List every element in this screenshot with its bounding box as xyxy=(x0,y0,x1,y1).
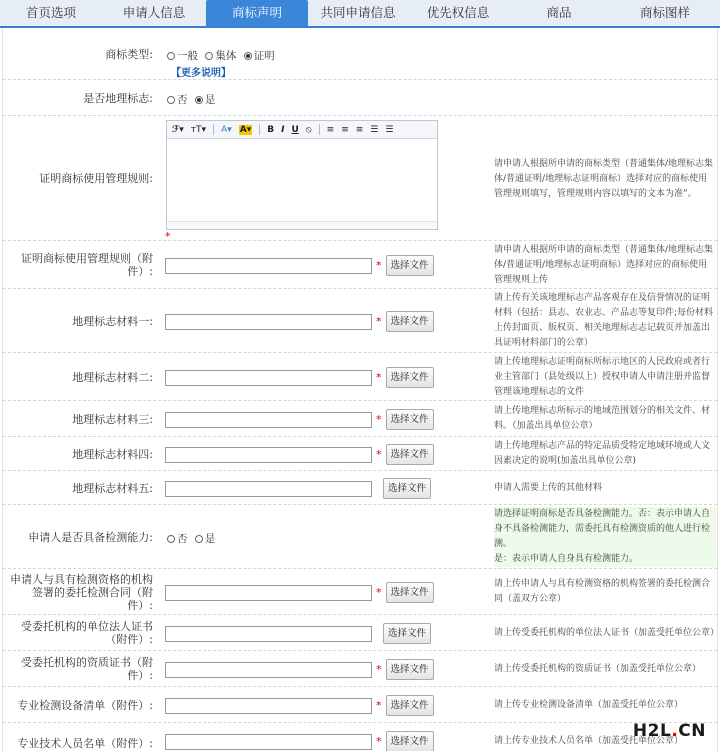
geo-material-5-control xyxy=(165,478,431,499)
radio-certification-label: 证明 xyxy=(253,50,275,62)
watermark-text-b: CN xyxy=(678,721,706,741)
row-geo-material-1 xyxy=(3,289,717,353)
tab-bar xyxy=(0,0,720,28)
row-legal-certificate xyxy=(3,615,720,651)
row-geo-material-5 xyxy=(3,471,717,505)
declaration-form xyxy=(2,28,718,751)
choose-file-button[interactable]: 选择文件 xyxy=(386,409,434,430)
tab-priority[interactable]: 优先权信息 xyxy=(426,5,490,20)
trademark-type-radios xyxy=(163,48,275,63)
row-equipment-list xyxy=(3,687,717,723)
unordered-list-icon[interactable]: ☰ xyxy=(385,124,394,135)
bold-icon[interactable]: B xyxy=(267,124,275,135)
required-mark: * xyxy=(376,735,382,748)
geo-material-4-control xyxy=(165,444,434,465)
watermark-dot: . xyxy=(671,721,679,741)
geo-material-3-control xyxy=(165,409,434,430)
radio-general[interactable] xyxy=(167,52,175,60)
test-contract-hint: 请上传申请人与具有检测资格的机构签署的委托检测合同（盖双方公章） xyxy=(494,579,711,604)
required-mark: * xyxy=(376,448,382,461)
geo-material-4-label: 地理标志材料四: xyxy=(72,447,153,461)
row-rules-attachment xyxy=(3,241,717,289)
geo-material-1-label: 地理标志材料一: xyxy=(72,314,153,328)
choose-file-button[interactable]: 选择文件 xyxy=(386,659,434,680)
radio-geo-yes-label: 是 xyxy=(204,94,216,106)
trademark-type-label: 商标类型: xyxy=(105,47,153,61)
qualification-certificate-hint: 请上传受委托机构的资质证书（加盖受托单位公章） xyxy=(494,663,702,674)
geo-material-2-input[interactable] xyxy=(165,370,372,386)
choose-file-button[interactable]: 选择文件 xyxy=(386,311,434,332)
font-size-icon[interactable]: ᴛT▾ xyxy=(190,124,207,135)
geo-material-5-hint: 申请人需要上传的其他材料 xyxy=(494,482,603,493)
geo-mark-radios xyxy=(163,92,215,107)
row-test-contract xyxy=(3,569,717,615)
align-left-icon[interactable]: ≡ xyxy=(326,124,335,135)
tab-joint-applicant[interactable]: 共同申请信息 xyxy=(320,5,396,20)
geo-material-2-label: 地理标志材料二: xyxy=(72,370,153,384)
test-ability-label: 申请人是否具备检测能力: xyxy=(28,530,153,544)
test-ability-radios xyxy=(163,531,215,546)
radio-test-no-label: 否 xyxy=(177,533,188,545)
toolbar-divider xyxy=(259,124,260,135)
staff-list-hint: 请上传专业技术人员名单（加盖受托单位公章） xyxy=(494,735,684,746)
choose-file-button[interactable]: 选择文件 xyxy=(386,731,434,751)
test-ability-hint: 请选择证明商标是否具备检测能力。否：表示申请人自身不具备检测能力，需委托具有检测资质的他人进行检测。 是：表示申请人自身具有检测能力。 xyxy=(494,507,716,567)
editor-toolbar xyxy=(167,121,437,139)
required-mark: * xyxy=(376,663,382,676)
required-mark: * xyxy=(376,371,382,384)
highlight-color-icon[interactable]: A▾ xyxy=(239,124,252,135)
site-watermark xyxy=(633,721,706,741)
qualification-certificate-control xyxy=(165,659,434,680)
radio-geo-no-label: 否 xyxy=(177,94,188,106)
rich-text-editor xyxy=(166,120,438,230)
equipment-list-input[interactable] xyxy=(165,698,372,714)
clear-format-icon[interactable]: ⦸ xyxy=(305,124,312,135)
toolbar-divider xyxy=(213,124,214,135)
geo-material-1-input[interactable] xyxy=(165,314,372,330)
radio-test-no[interactable] xyxy=(167,535,175,543)
required-mark: * xyxy=(376,315,382,328)
rules-attachment-control xyxy=(165,255,434,276)
underline-icon[interactable]: U xyxy=(291,124,299,135)
rules-attachment-hint: 请申请人根据所申请的商标类型（普通集体/地理标志集体/普通证明/地理标志证明商标）选择对应的商标使用管理规则上传 xyxy=(494,244,714,285)
watermark-text-a: H2L xyxy=(632,721,672,741)
equipment-list-label: 专业检测设备清单（附件）: xyxy=(17,698,153,712)
row-geo-mark xyxy=(3,80,717,116)
equipment-list-hint: 请上传专业检测设备清单（加盖受托单位公章） xyxy=(494,699,684,710)
row-qualification-certificate xyxy=(3,651,717,687)
geo-material-5-label: 地理标志材料五: xyxy=(72,481,153,495)
font-family-icon[interactable]: ℱ▾ xyxy=(172,124,184,135)
legal-certificate-label: 受委托机构的单位法人证书（附件）: xyxy=(21,620,153,646)
tab-trademark-image[interactable]: 商标图样 xyxy=(639,5,690,20)
geo-material-4-hint: 请上传地理标志产品的特定品质受特定地域环境或人文因素决定的说明(加盖出具单位公章) xyxy=(494,441,711,466)
toolbar-divider xyxy=(319,124,320,135)
test-contract-input[interactable] xyxy=(165,585,372,601)
equipment-list-control xyxy=(165,695,434,716)
font-color-icon[interactable]: A▾ xyxy=(221,124,232,135)
more-info-link[interactable]: 【更多说明】 xyxy=(171,68,231,79)
legal-certificate-input[interactable] xyxy=(165,626,372,642)
row-staff-list xyxy=(3,723,717,751)
qualification-certificate-input[interactable] xyxy=(165,662,372,678)
radio-collective[interactable] xyxy=(205,52,213,60)
radio-geo-no[interactable] xyxy=(167,96,175,104)
staff-list-label: 专业技术人员名单（附件）: xyxy=(17,736,153,750)
required-mark: * xyxy=(376,699,382,712)
legal-certificate-control xyxy=(165,623,431,644)
radio-certification[interactable] xyxy=(244,52,252,60)
tab-home-options[interactable]: 首页选项 xyxy=(25,5,76,20)
geo-material-3-hint: 请上传地理标志所标示的地域范围划分的相关文件、材料。（加盖出具单位公章） xyxy=(494,406,711,431)
choose-file-button[interactable]: 选择文件 xyxy=(386,444,434,465)
staff-list-control xyxy=(165,731,434,751)
radio-general-label: 一般 xyxy=(177,50,198,62)
required-mark: * xyxy=(376,413,382,426)
row-test-ability xyxy=(3,505,717,569)
geo-material-3-label: 地理标志材料三: xyxy=(72,412,153,426)
row-geo-material-3 xyxy=(3,401,717,437)
test-contract-control xyxy=(165,582,434,603)
tab-goods[interactable]: 商品 xyxy=(546,5,572,20)
italic-icon[interactable]: I xyxy=(281,124,285,135)
usage-rules-label: 证明商标使用管理规则: xyxy=(39,172,153,185)
editor-text-area[interactable] xyxy=(167,139,437,221)
editor-resize-bar[interactable] xyxy=(167,221,437,229)
row-geo-material-2 xyxy=(3,353,717,401)
test-contract-label: 申请人与具有检测资格的机构签署的委托检测合同（附件）: xyxy=(10,572,153,612)
staff-list-input[interactable] xyxy=(165,734,372,750)
choose-file-button[interactable]: 选择文件 xyxy=(383,478,431,499)
choose-file-button[interactable]: 选择文件 xyxy=(383,623,431,644)
choose-file-button[interactable]: 选择文件 xyxy=(386,367,434,388)
required-mark: * xyxy=(376,259,382,272)
qualification-certificate-label: 受委托机构的资质证书（附件）: xyxy=(21,656,153,682)
geo-material-4-input[interactable] xyxy=(165,447,372,463)
geo-material-1-control xyxy=(165,311,434,332)
row-trademark-type xyxy=(3,28,717,80)
tab-applicant-info[interactable]: 申请人信息 xyxy=(122,5,186,20)
legal-certificate-hint: 请上传受委托机构的单位法人证书（加盖受托单位公章） xyxy=(494,627,720,638)
align-right-icon[interactable]: ≡ xyxy=(355,124,364,135)
radio-test-yes-label: 是 xyxy=(204,533,216,545)
row-usage-rules xyxy=(3,116,717,241)
required-mark: * xyxy=(165,230,171,243)
choose-file-button[interactable]: 选择文件 xyxy=(386,695,434,716)
required-mark: * xyxy=(376,586,382,599)
choose-file-button[interactable]: 选择文件 xyxy=(386,582,434,603)
rules-attachment-label: 证明商标使用管理规则（附件）: xyxy=(21,252,153,278)
geo-mark-label: 是否地理标志: xyxy=(83,91,153,105)
align-center-icon[interactable]: ≡ xyxy=(341,124,349,135)
radio-geo-yes[interactable] xyxy=(195,96,203,104)
radio-test-yes[interactable] xyxy=(195,535,203,543)
geo-material-2-hint: 请上传地理标志证明商标所标示地区的人民政府或者行业主管部门（县处级以上）授权申请人申请注册并监督管理该地理标志的文件 xyxy=(494,356,711,397)
rules-attachment-input[interactable] xyxy=(165,258,372,274)
ordered-list-icon[interactable]: ☰ xyxy=(370,124,379,135)
radio-collective-label: 集体 xyxy=(215,50,237,62)
tab-trademark-declaration[interactable]: 商标声明 xyxy=(206,0,308,26)
geo-material-1-hint: 请上传有关该地理标志产品客观存在及信誉情况的证明材料（包括：县志、农业志、产品志等复印件;每份材料上传封面页、版权页、相关地理标志志记载页并加盖出具证明材料部门的公章） xyxy=(494,293,714,348)
geo-material-5-input[interactable] xyxy=(165,481,372,497)
geo-material-2-control xyxy=(165,367,434,388)
choose-file-button[interactable]: 选择文件 xyxy=(386,255,434,276)
geo-material-3-input[interactable] xyxy=(165,412,372,428)
usage-rules-hint: 请申请人根据所申请的商标类型（普通集体/地理标志集体/普通证明/地理标志证明商标）选择对应的商标使用管理规则填写，管理规则内容以填写的文本为准”。 xyxy=(494,158,714,199)
row-geo-material-4 xyxy=(3,437,717,471)
